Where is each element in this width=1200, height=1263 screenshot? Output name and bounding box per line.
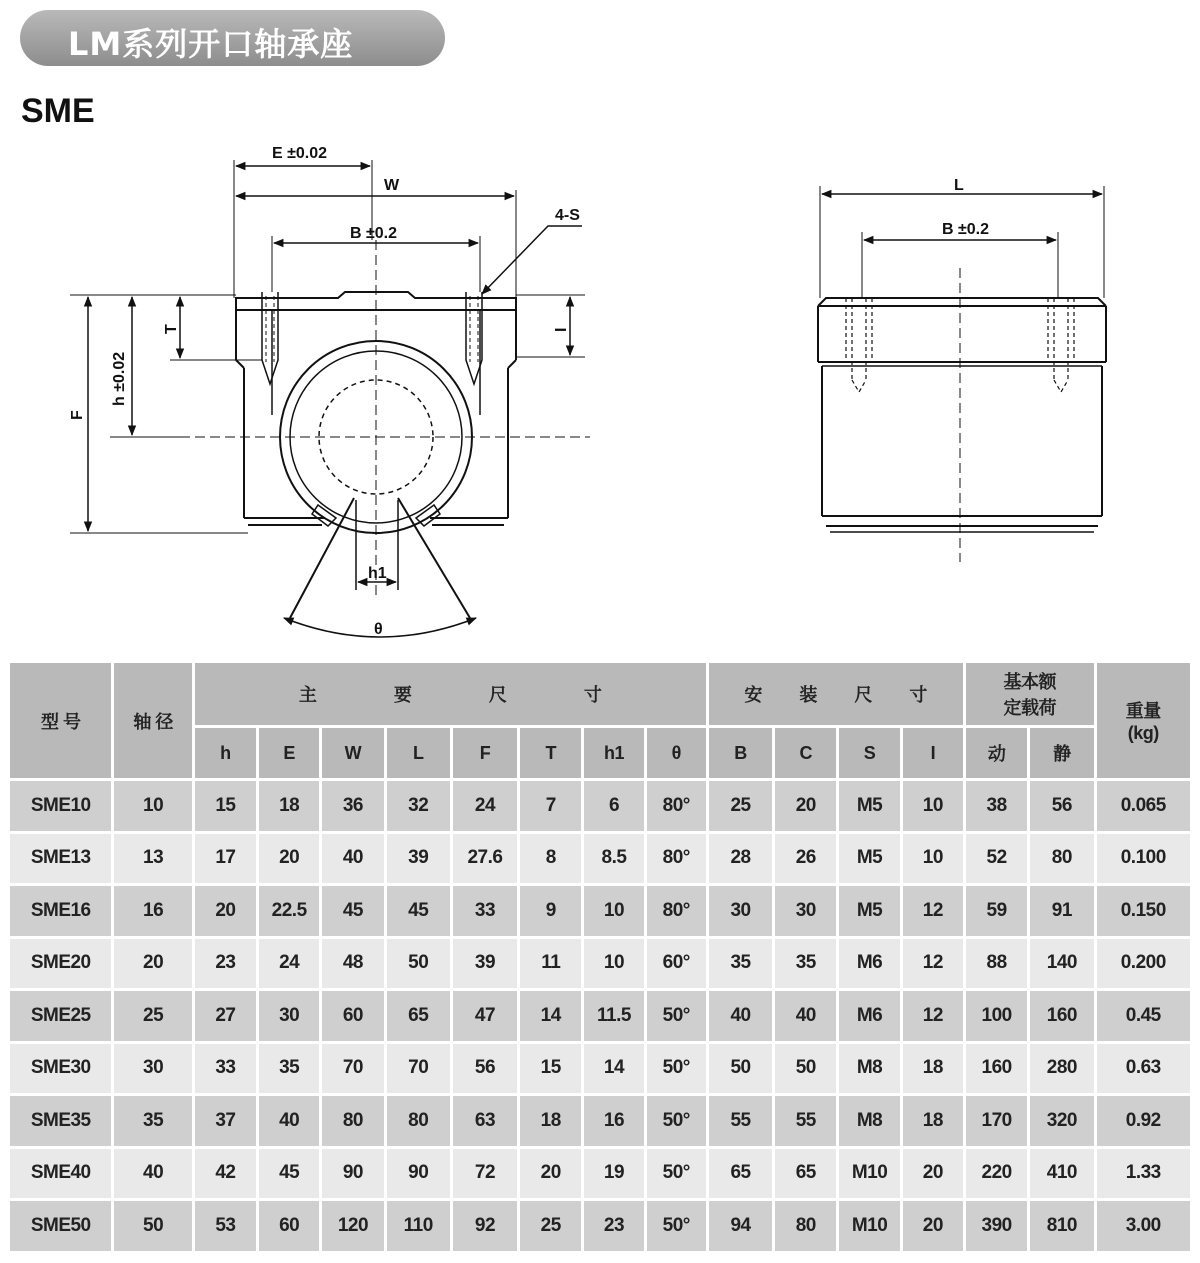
table-cell: 63 — [453, 1096, 520, 1149]
side-view — [818, 186, 1106, 562]
table-cell: 33 — [195, 1044, 259, 1097]
table-cell: 92 — [453, 1201, 520, 1254]
table-row — [10, 1201, 1193, 1254]
table-cell: 11 — [520, 939, 584, 992]
table-cell: M8 — [839, 1096, 902, 1149]
subheader-cell: 静 — [1030, 728, 1096, 781]
table-cell: 8.5 — [584, 834, 646, 887]
table-cell: 80° — [647, 886, 709, 939]
subheader-cell: θ — [647, 728, 709, 781]
model-cell: SME35 — [10, 1096, 114, 1149]
table-cell: 28 — [709, 834, 775, 887]
header-model: 型 号 — [10, 663, 114, 781]
table-cell: 17 — [195, 834, 259, 887]
table-cell: M6 — [839, 991, 902, 1044]
table-cell: 56 — [1030, 781, 1096, 834]
table-cell: 23 — [195, 939, 259, 992]
subheader-cell: I — [903, 728, 966, 781]
table-cell: 26 — [775, 834, 839, 887]
table-cell: 30 — [259, 991, 322, 1044]
subheader-cell: C — [775, 728, 839, 781]
table-cell: 10 — [584, 886, 646, 939]
table-cell: 39 — [387, 834, 453, 887]
table-cell: 36 — [322, 781, 386, 834]
table-cell: M5 — [839, 886, 902, 939]
table-cell: 60 — [259, 1201, 322, 1254]
table-row — [10, 1096, 1193, 1149]
table-cell: M10 — [839, 1201, 902, 1254]
table-cell: 7 — [520, 781, 584, 834]
table-cell: 80 — [1030, 834, 1096, 887]
label-f: F — [69, 410, 86, 420]
table-cell: 90 — [322, 1149, 386, 1202]
table-cell: 6 — [584, 781, 646, 834]
model-cell: SME20 — [10, 939, 114, 992]
table-cell: 80 — [775, 1201, 839, 1254]
subheader-cell: F — [453, 728, 520, 781]
table-cell: 320 — [1030, 1096, 1096, 1149]
table-cell: 160 — [1030, 991, 1096, 1044]
table-cell: 0.63 — [1097, 1044, 1194, 1097]
side-view-labels — [942, 177, 989, 238]
table-cell: 45 — [387, 886, 453, 939]
table-cell: 40 — [322, 834, 386, 887]
table-cell: 20 — [775, 781, 839, 834]
model-cell: SME50 — [10, 1201, 114, 1254]
label-i: I — [553, 327, 570, 332]
table-cell: 30 — [114, 1044, 194, 1097]
table-cell: 30 — [775, 886, 839, 939]
table-cell: 25 — [520, 1201, 584, 1254]
table-cell: 15 — [520, 1044, 584, 1097]
table-cell: 0.100 — [1097, 834, 1194, 887]
table-cell: 22.5 — [259, 886, 322, 939]
table-cell: 100 — [966, 991, 1030, 1044]
table-cell: 72 — [453, 1149, 520, 1202]
table-cell: 55 — [775, 1096, 839, 1149]
table-cell: 60 — [322, 991, 386, 1044]
table-cell: 20 — [259, 834, 322, 887]
table-cell: 45 — [259, 1149, 322, 1202]
table-cell: 8 — [520, 834, 584, 887]
subheader-cell: L — [387, 728, 453, 781]
table-row — [10, 991, 1193, 1044]
table-cell: 42 — [195, 1149, 259, 1202]
model-cell: SME30 — [10, 1044, 114, 1097]
table-cell: 280 — [1030, 1044, 1096, 1097]
table-cell: 50° — [647, 1044, 709, 1097]
table-cell: 40 — [709, 991, 775, 1044]
table-cell: 12 — [903, 886, 966, 939]
subheader-cell: E — [259, 728, 322, 781]
model-cell: SME40 — [10, 1149, 114, 1202]
table-cell: 13 — [114, 834, 194, 887]
table-cell: 65 — [387, 991, 453, 1044]
table-cell: 40 — [775, 991, 839, 1044]
table-cell: 10 — [584, 939, 646, 992]
label-4s: 4-S — [555, 207, 580, 224]
subheader-cell: B — [709, 728, 775, 781]
table-cell: 45 — [322, 886, 386, 939]
table-cell: 39 — [453, 939, 520, 992]
table-row — [10, 886, 1193, 939]
label-side-b: B ±0.2 — [942, 221, 990, 238]
table-cell: 56 — [453, 1044, 520, 1097]
table-cell: 59 — [966, 886, 1030, 939]
subheader-cell: W — [322, 728, 386, 781]
table-cell: 0.065 — [1097, 781, 1194, 834]
table-row — [10, 1044, 1193, 1097]
front-view-labels — [69, 145, 580, 638]
table-cell: 12 — [903, 939, 966, 992]
table-cell: 24 — [259, 939, 322, 992]
model-heading: SME — [21, 92, 95, 130]
table-cell: 60° — [647, 939, 709, 992]
table-cell: 40 — [259, 1096, 322, 1149]
table-cell: 55 — [709, 1096, 775, 1149]
table-cell: 140 — [1030, 939, 1096, 992]
subheader-cell: 动 — [966, 728, 1030, 781]
table-cell: 10 — [903, 834, 966, 887]
subheader-cell: T — [520, 728, 584, 781]
table-cell: 18 — [903, 1096, 966, 1149]
table-cell: 40 — [114, 1149, 194, 1202]
label-h1: h1 — [368, 565, 387, 582]
table-cell: 19 — [584, 1149, 646, 1202]
label-b: B ±0.2 — [350, 225, 398, 242]
table-cell: M8 — [839, 1044, 902, 1097]
table-cell: 10 — [114, 781, 194, 834]
model-cell: SME10 — [10, 781, 114, 834]
subheader-cell: S — [839, 728, 902, 781]
table-cell: 16 — [114, 886, 194, 939]
model-cell: SME25 — [10, 991, 114, 1044]
table-cell: 50° — [647, 1096, 709, 1149]
table-cell: 80 — [387, 1096, 453, 1149]
label-h: h ±0.02 — [111, 351, 128, 406]
table-cell: 27 — [195, 991, 259, 1044]
table-cell: 90 — [387, 1149, 453, 1202]
table-cell: 37 — [195, 1096, 259, 1149]
table-cell: 15 — [195, 781, 259, 834]
table-cell: 94 — [709, 1201, 775, 1254]
table-cell: 80° — [647, 781, 709, 834]
subheader-cell: h1 — [584, 728, 646, 781]
table-cell: 53 — [195, 1201, 259, 1254]
header-shaft: 轴 径 — [114, 663, 194, 781]
table-cell: 47 — [453, 991, 520, 1044]
header-load-line1: 基本额 — [1003, 672, 1056, 692]
table-cell: 35 — [114, 1096, 194, 1149]
header-load — [966, 663, 1097, 728]
table-cell: 18 — [903, 1044, 966, 1097]
table-cell: 52 — [966, 834, 1030, 887]
header-load-line2: 定载荷 — [1003, 698, 1056, 718]
label-w: W — [384, 177, 400, 194]
table-cell: 27.6 — [453, 834, 520, 887]
table-cell: 80 — [322, 1096, 386, 1149]
table-cell: 11.5 — [584, 991, 646, 1044]
table-cell: 50 — [114, 1201, 194, 1254]
table-cell: 20 — [520, 1149, 584, 1202]
table-cell: 38 — [966, 781, 1030, 834]
table-row — [10, 781, 1193, 834]
table-cell: 65 — [709, 1149, 775, 1202]
table-cell: 35 — [259, 1044, 322, 1097]
table-cell: 33 — [453, 886, 520, 939]
table-cell: 3.00 — [1097, 1201, 1194, 1254]
table-cell: 810 — [1030, 1201, 1096, 1254]
table-cell: 50 — [775, 1044, 839, 1097]
label-t: T — [163, 324, 180, 334]
header-weight-line2: (kg) — [1127, 723, 1159, 743]
table-cell: 0.45 — [1097, 991, 1194, 1044]
table-cell: 50 — [709, 1044, 775, 1097]
header-weight — [1097, 663, 1194, 781]
table-cell: 70 — [322, 1044, 386, 1097]
front-view — [70, 160, 590, 637]
table-body — [10, 781, 1193, 1254]
header-weight-line1: 重量 — [1125, 701, 1161, 721]
table-cell: 14 — [520, 991, 584, 1044]
table-cell: 160 — [966, 1044, 1030, 1097]
header-mount-dims: 安 装 尺 寸 — [709, 663, 966, 728]
table-header — [10, 663, 1193, 781]
table-cell: 1.33 — [1097, 1149, 1194, 1202]
table-cell: 70 — [387, 1044, 453, 1097]
table-cell: M10 — [839, 1149, 902, 1202]
table-cell: 20 — [903, 1149, 966, 1202]
model-cell: SME16 — [10, 886, 114, 939]
table-cell: 0.150 — [1097, 886, 1194, 939]
table-cell: 16 — [584, 1096, 646, 1149]
table-cell: 50 — [387, 939, 453, 992]
table-cell: 18 — [520, 1096, 584, 1149]
table-cell: 120 — [322, 1201, 386, 1254]
table-cell: 48 — [322, 939, 386, 992]
table-cell: 0.200 — [1097, 939, 1194, 992]
table-cell: 50° — [647, 1149, 709, 1202]
header-main-dims: 主 要 尺 寸 — [195, 663, 709, 728]
table-cell: 50° — [647, 1201, 709, 1254]
table-cell: 390 — [966, 1201, 1030, 1254]
spec-table — [10, 663, 1193, 1254]
model-cell: SME13 — [10, 834, 114, 887]
table-cell: 35 — [775, 939, 839, 992]
table-cell: 23 — [584, 1201, 646, 1254]
table-cell: 35 — [709, 939, 775, 992]
table-cell: 20 — [195, 886, 259, 939]
table-cell: 32 — [387, 781, 453, 834]
label-theta: θ — [374, 621, 383, 638]
table-row — [10, 1149, 1193, 1202]
table-cell: 91 — [1030, 886, 1096, 939]
table-cell: 220 — [966, 1149, 1030, 1202]
table-cell: 410 — [1030, 1149, 1096, 1202]
subheader-cell: h — [195, 728, 259, 781]
table-row — [10, 834, 1193, 887]
table-cell: 25 — [709, 781, 775, 834]
table-cell: 30 — [709, 886, 775, 939]
table-cell: 14 — [584, 1044, 646, 1097]
table-cell: 25 — [114, 991, 194, 1044]
label-e: E ±0.02 — [272, 145, 328, 162]
table-cell: M6 — [839, 939, 902, 992]
table-cell: 65 — [775, 1149, 839, 1202]
table-cell: 9 — [520, 886, 584, 939]
table-cell: 170 — [966, 1096, 1030, 1149]
table-cell: 88 — [966, 939, 1030, 992]
table-cell: 24 — [453, 781, 520, 834]
table-cell: M5 — [839, 781, 902, 834]
table-cell: 20 — [114, 939, 194, 992]
table-cell: 0.92 — [1097, 1096, 1194, 1149]
table-cell: 110 — [387, 1201, 453, 1254]
table-cell: 80° — [647, 834, 709, 887]
page-title: LM系列开口轴承座 — [68, 25, 354, 63]
table-cell: 12 — [903, 991, 966, 1044]
table-cell: 20 — [903, 1201, 966, 1254]
label-l: L — [954, 177, 964, 194]
table-cell: 10 — [903, 781, 966, 834]
table-cell: 50° — [647, 991, 709, 1044]
table-cell: 18 — [259, 781, 322, 834]
table-row — [10, 939, 1193, 992]
table-cell: M5 — [839, 834, 902, 887]
